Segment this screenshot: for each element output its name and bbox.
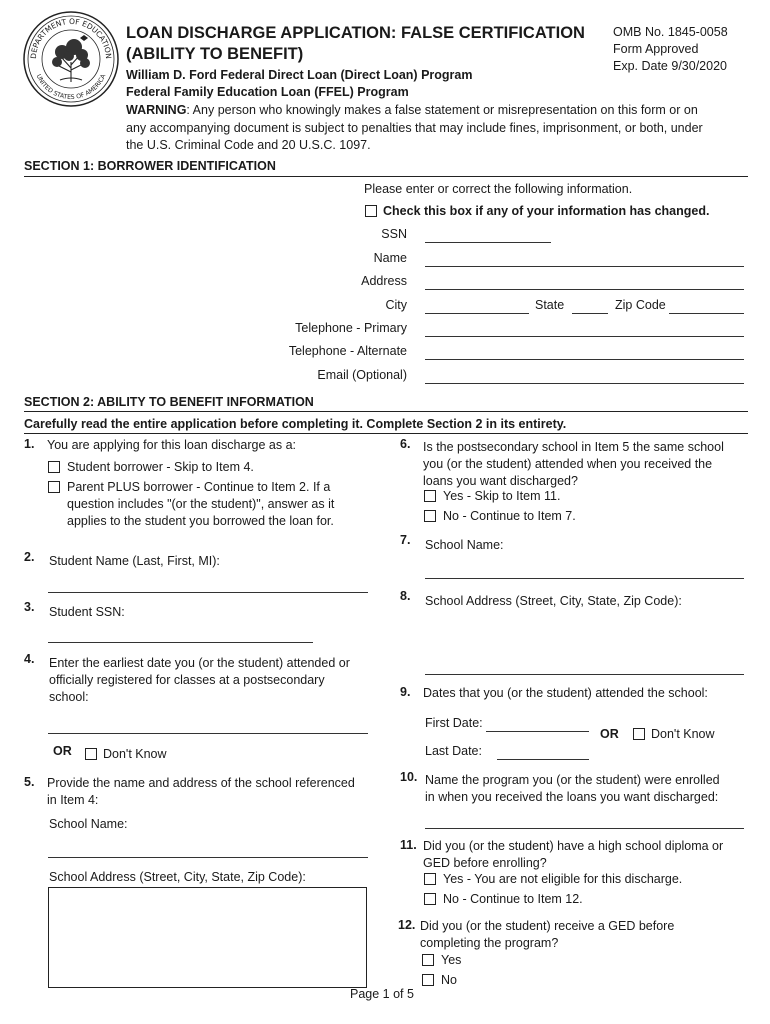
q5-school-name-label: School Name: [49, 817, 128, 831]
section2-instruction: Carefully read the entire application before completing it. Complete Section 2 in its entirety. [24, 417, 567, 431]
q10-text-1: Name the program you (or the student) were enrolled [425, 773, 720, 787]
q9-last-date-label: Last Date: [425, 744, 482, 758]
q10-program-field[interactable] [425, 828, 744, 829]
q8-text: School Address (Street, City, State, Zip Code): [425, 594, 682, 608]
q5-school-address-label: School Address (Street, City, State, Zip Code): [49, 870, 306, 884]
email-field[interactable] [425, 383, 744, 384]
q11-no-label: No - Continue to Item 12. [443, 892, 583, 906]
q1-number: 1. [24, 437, 35, 451]
info-changed-label: Check this box if any of your information has changed. [383, 204, 710, 218]
section1-instruction: Please enter or correct the following information. [364, 182, 633, 196]
q1-text: You are applying for this loan discharge as a: [47, 438, 297, 452]
q12-yes-label: Yes [441, 953, 462, 967]
q7-text: School Name: [425, 538, 504, 552]
q6-text-2: you (or the student) attended when you received the [423, 457, 713, 471]
program-direct-loan: William D. Ford Federal Direct Loan (Direct Loan) Program [126, 68, 473, 82]
q7-number: 7. [400, 533, 411, 547]
q9-dont-know-label: Don't Know [651, 727, 715, 741]
address-label: Address [361, 274, 407, 288]
q11-yes-checkbox[interactable] [424, 873, 436, 885]
q6-text-1: Is the postsecondary school in Item 5 the same school [423, 440, 724, 454]
q10-number: 10. [400, 770, 418, 784]
city-label: City [385, 298, 407, 312]
omb-number: OMB No. 1845-0058 [613, 25, 728, 39]
q4-text-3: school: [49, 690, 89, 704]
q1-student-checkbox[interactable] [48, 461, 60, 473]
form-title-line2: (ABILITY TO BENEFIT) [126, 45, 304, 63]
q1-parent-checkbox[interactable] [48, 481, 60, 493]
section1-heading: SECTION 1: BORROWER IDENTIFICATION [24, 159, 276, 173]
department-seal [22, 10, 120, 108]
section2-rule-top [24, 411, 748, 412]
ssn-field[interactable] [425, 242, 551, 243]
state-label: State [535, 298, 565, 312]
section1-rule [24, 176, 748, 177]
q5-school-name-field[interactable] [48, 857, 368, 858]
q1-parent-label-3: applies to the student you borrowed the loan for. [67, 514, 334, 528]
q4-number: 4. [24, 652, 35, 666]
q6-no-checkbox[interactable] [424, 510, 436, 522]
warning-text: : Any person who knowingly makes a false statement or misrepresentation on this form or on [186, 103, 698, 117]
page-number: Page 1 of 5 [350, 987, 414, 1001]
q12-number: 12. [398, 918, 416, 932]
seal-icon [22, 10, 120, 108]
student-name-field[interactable] [48, 592, 368, 593]
q1-parent-label-2: question includes "(or the student)", answer as it [67, 497, 335, 511]
phone-primary-label: Telephone - Primary [295, 321, 407, 335]
q6-no-label: No - Continue to Item 7. [443, 509, 576, 523]
q6-text-3: loans you want discharged? [423, 474, 578, 488]
address-field[interactable] [425, 289, 744, 290]
q4-or: OR [53, 744, 72, 758]
name-label: Name [373, 251, 407, 265]
q11-text-2: GED before enrolling? [423, 856, 547, 870]
ssn-label: SSN [381, 227, 407, 241]
q4-text-1: Enter the earliest date you (or the student) attended or [49, 656, 350, 670]
zip-label: Zip Code [615, 298, 666, 312]
name-field[interactable] [425, 266, 744, 267]
q9-last-date-field[interactable] [497, 759, 589, 760]
q3-number: 3. [24, 600, 35, 614]
q11-yes-label: Yes - You are not eligible for this discharge. [443, 872, 683, 886]
state-field[interactable] [572, 313, 608, 314]
phone-primary-field[interactable] [425, 336, 744, 337]
q9-first-date-field[interactable] [486, 731, 589, 732]
form-approved: Form Approved [613, 42, 699, 56]
warning-line1 [126, 102, 698, 118]
warning-line3: the U.S. Criminal Code and 20 U.S.C. 1097. [126, 138, 371, 152]
q9-or: OR [600, 727, 619, 741]
q3-text: Student SSN: [49, 605, 125, 619]
q8-number: 8. [400, 589, 411, 603]
section2-heading: SECTION 2: ABILITY TO BENEFIT INFORMATION [24, 395, 314, 409]
earliest-date-field[interactable] [48, 733, 368, 734]
q5-number: 5. [24, 775, 35, 789]
info-changed-checkbox[interactable] [365, 205, 377, 217]
q4-text-2: officially registered for classes at a postsecondary [49, 673, 325, 687]
q9-number: 9. [400, 685, 411, 699]
section2-rule-bottom [24, 433, 748, 434]
q9-text: Dates that you (or the student) attended the school: [423, 686, 708, 700]
q5-school-address-box[interactable] [48, 887, 367, 988]
q12-text-2: completing the program? [420, 936, 559, 950]
zip-field[interactable] [669, 313, 744, 314]
warning-line2: any accompanying document is subject to penalties that may include fines, imprisonment, or both, under [126, 121, 703, 135]
q6-yes-checkbox[interactable] [424, 490, 436, 502]
phone-alternate-label: Telephone - Alternate [288, 344, 407, 358]
q2-number: 2. [24, 550, 35, 564]
q8-school-address-field[interactable] [425, 674, 744, 675]
q9-dont-know-checkbox[interactable] [633, 728, 645, 740]
email-label: Email (Optional) [317, 368, 407, 382]
svg-text:UNITED STATES OF AMERICA: UNITED STATES OF AMERICA [34, 73, 108, 102]
q6-yes-label: Yes - Skip to Item 11. [443, 489, 561, 503]
city-field[interactable] [425, 313, 529, 314]
phone-alternate-field[interactable] [425, 359, 744, 360]
warning-label: WARNING [126, 103, 187, 117]
q5-text-1: Provide the name and address of the school referenced [47, 776, 355, 790]
program-ffel: Federal Family Education Loan (FFEL) Program [126, 85, 409, 99]
q2-text: Student Name (Last, First, MI): [49, 554, 220, 568]
q9-first-date-label: First Date: [425, 716, 483, 730]
q12-no-checkbox[interactable] [422, 974, 434, 986]
q11-no-checkbox[interactable] [424, 893, 436, 905]
q11-text-1: Did you (or the student) have a high school diploma or [423, 839, 724, 853]
form-title-line1: LOAN DISCHARGE APPLICATION: FALSE CERTIFICATION [126, 24, 585, 42]
q4-dont-know-label: Don't Know [103, 747, 167, 761]
q4-dont-know-checkbox[interactable] [85, 748, 97, 760]
q11-number: 11. [400, 838, 417, 852]
q12-text-1: Did you (or the student) receive a GED before [420, 919, 675, 933]
svg-text:DEPARTMENT OF EDUCATION: DEPARTMENT OF EDUCATION [28, 16, 114, 60]
q10-text-2: in when you received the loans you want discharged: [425, 790, 719, 804]
q5-text-2: in Item 4: [47, 793, 99, 807]
q6-number: 6. [400, 437, 411, 451]
q1-student-label: Student borrower - Skip to Item 4. [67, 460, 254, 474]
q1-parent-label-1: Parent PLUS borrower - Continue to Item 2. If a [67, 480, 331, 494]
q12-no-label: No [441, 973, 457, 987]
q12-yes-checkbox[interactable] [422, 954, 434, 966]
q7-school-name-field[interactable] [425, 578, 744, 579]
student-ssn-field[interactable] [48, 642, 313, 643]
expiration-date: Exp. Date 9/30/2020 [613, 59, 727, 73]
